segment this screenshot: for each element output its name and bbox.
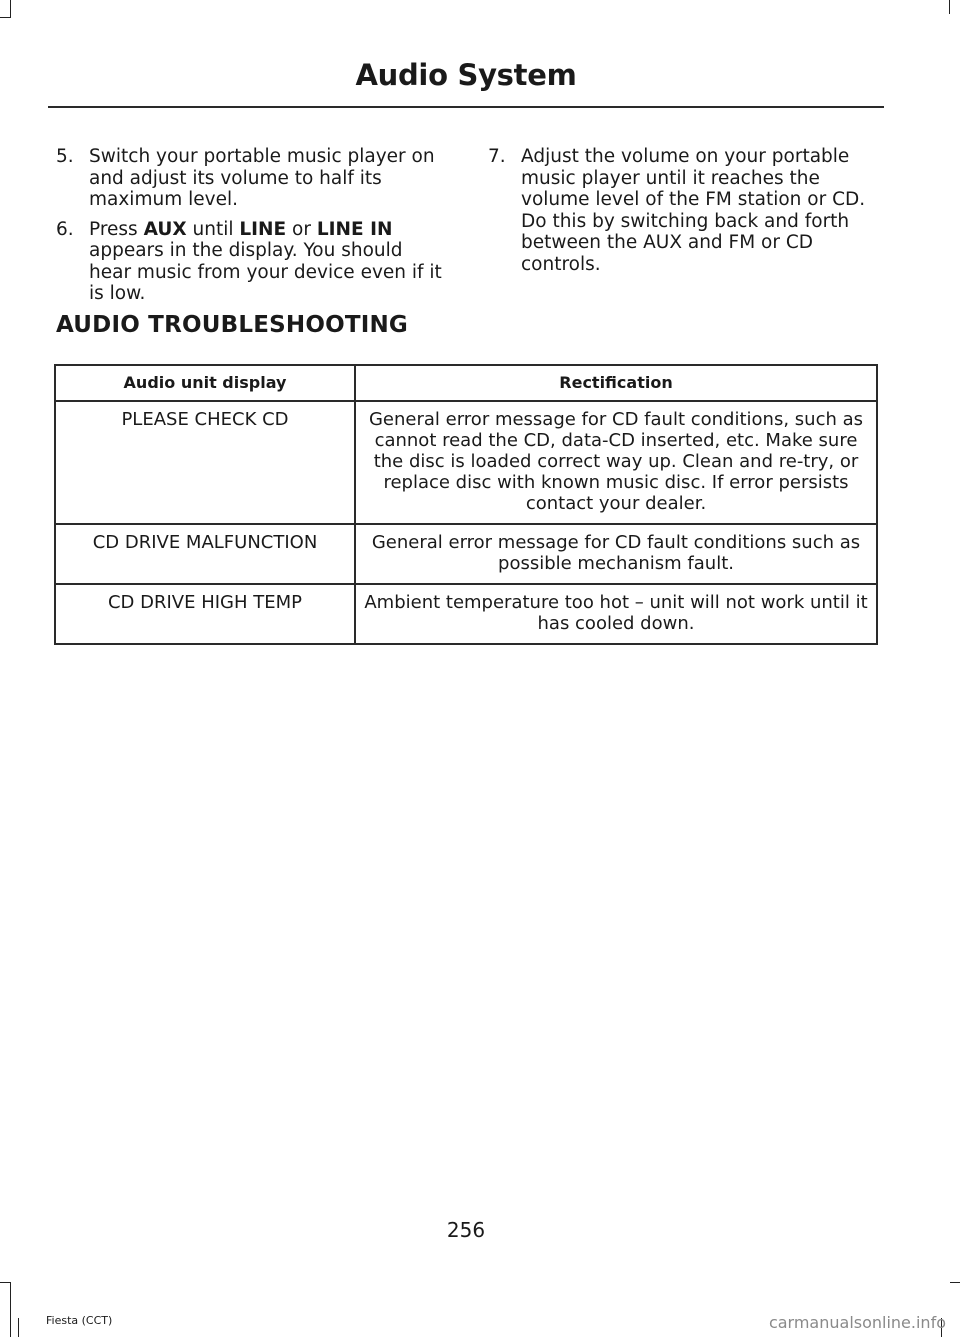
display-cell: CD DRIVE HIGH TEMP [55, 584, 355, 644]
step-text-part: until [186, 218, 240, 240]
rectification-cell: Ambient temperature too hot – unit will not work until it has cooled down. [355, 584, 877, 644]
step-text-part: appears in the display. You should hear music from your device even if it is low. [89, 240, 442, 304]
table-row [55, 584, 877, 644]
step-number: 7. [488, 146, 506, 167]
step-text-part: Press [89, 218, 144, 240]
section-heading: AUDIO TROUBLESHOOTING [56, 312, 408, 338]
table-row [55, 401, 877, 524]
crop-mark [18, 1318, 19, 1337]
step-item [56, 219, 448, 305]
header-divider [48, 106, 884, 108]
step-number: 6. [56, 218, 74, 240]
crop-mark [10, 0, 11, 18]
step-text-part: or [286, 218, 317, 240]
crop-mark [950, 1282, 960, 1283]
table-header-row [55, 365, 877, 401]
table-row [55, 524, 877, 584]
column-header-display: Audio unit display [55, 365, 355, 401]
troubleshooting-table [54, 364, 878, 645]
right-column [488, 146, 880, 283]
line-in-keyword: LINE IN [316, 218, 393, 240]
crop-mark [0, 1282, 10, 1283]
rectification-cell: General error message for CD fault conditions, such as cannot read the CD, data-CD inserted, etc. Make sure the disc is loaded correct way up. Clean and re-try, or replace disc with known music disc. If error persists contact your dealer. [355, 401, 877, 524]
step-number: 5. [56, 146, 74, 167]
left-column [56, 146, 448, 313]
step-text [89, 219, 448, 305]
watermark: carmanualsonline.info [768, 1313, 946, 1332]
page-title: Audio System [355, 58, 577, 92]
display-cell: CD DRIVE MALFUNCTION [55, 524, 355, 584]
crop-mark [10, 1282, 11, 1337]
step-text: Switch your portable music player on and adjust its volume to half its maximum level. [89, 146, 435, 210]
step-item [488, 146, 880, 275]
model-label: Fiesta (CCT) [46, 1314, 113, 1327]
crop-mark [0, 17, 10, 18]
line-keyword: LINE [239, 218, 287, 240]
aux-keyword: AUX [143, 218, 187, 240]
page-number: 256 [446, 1218, 486, 1242]
step-text: Adjust the volume on your portable music player until it reaches the volume level of the FM station or CD. Do this by switching back and forth between the AUX and FM or CD controls. [521, 146, 866, 275]
column-header-rectification: Rectification [355, 365, 877, 401]
rectification-cell: General error message for CD fault conditions such as possible mechanism fault. [355, 524, 877, 584]
display-cell: PLEASE CHECK CD [55, 401, 355, 524]
crop-mark [949, 0, 950, 14]
step-item [56, 146, 448, 211]
